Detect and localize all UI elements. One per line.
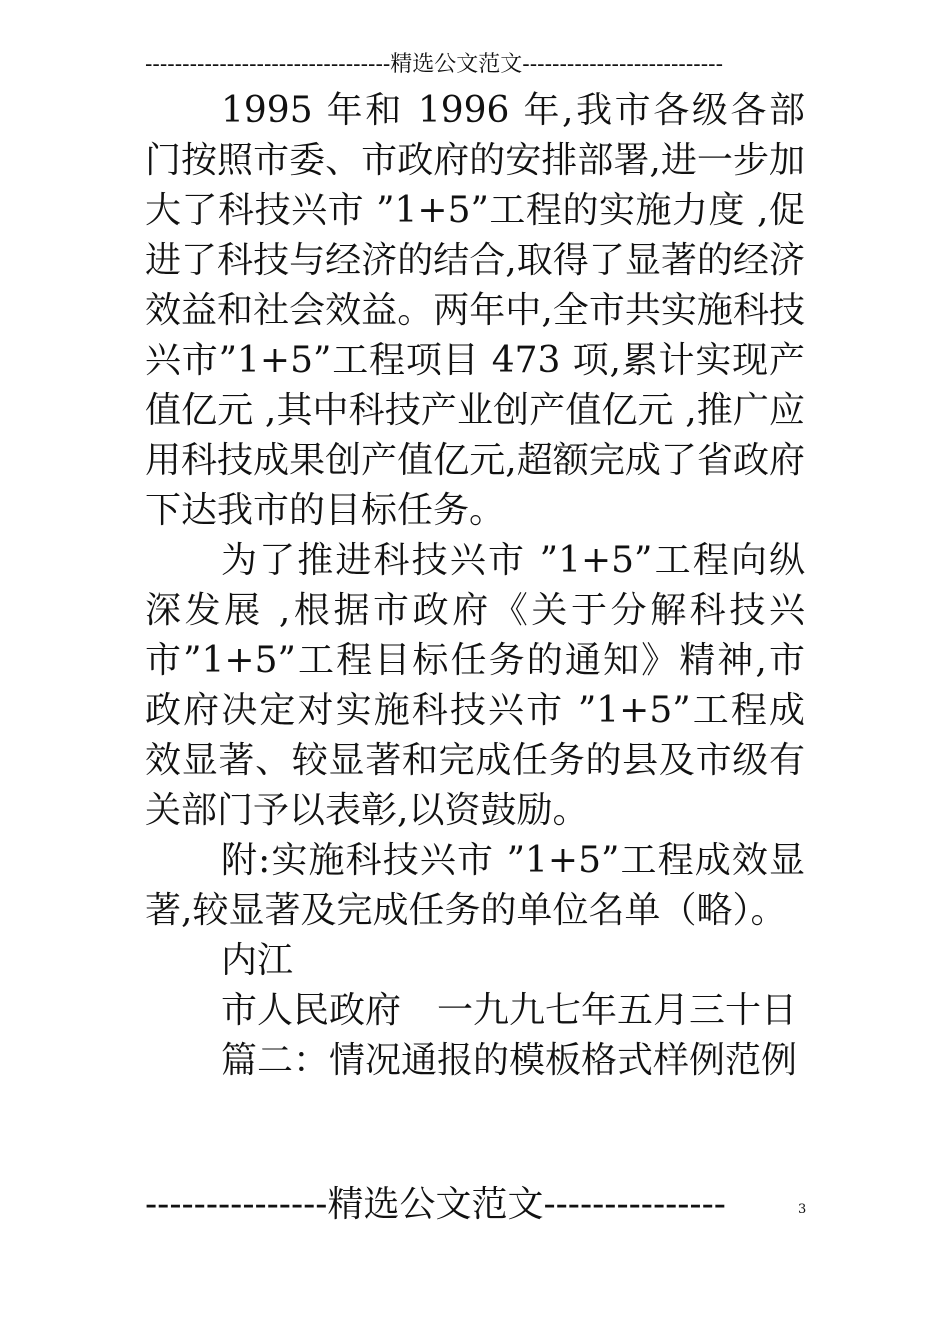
- page-number: 3: [798, 1202, 807, 1217]
- signature-org-date: 市人民政府 一九九七年五月三十日: [221, 990, 798, 1031]
- paragraph-commendation: 为了推进科技兴市 ”1+5”工程向纵深发展 ,根据市政府《关于分解科技兴市”1+5”工程目标任务的通知》精神,市政府决定对实施科技兴市 ”1+5”工程成效显著、较显著和完成任务的县及市级有关部门予以表彰,以资鼓励。: [145, 540, 805, 831]
- page-footer: ---------------精选公文范文---------------: [145, 1184, 726, 1225]
- section-title: 篇二：情况通报的模板格式样例范例: [221, 1040, 798, 1081]
- signature-place: 内江: [221, 940, 294, 981]
- document-body: [145, 86, 805, 1086]
- paragraph-attachment: 附:实施科技兴市 ”1+5”工程成效显著,较显著及完成任务的单位名单（略）。: [145, 840, 805, 931]
- page-header: ---------------------------------精选公文范文---------------------------: [145, 52, 724, 77]
- paragraph-summary: 1995 年和 1996 年,我市各级各部门按照市委、市政府的安排部署,进一步加大了科技兴市 ”1+5”工程的实施力度 ,促进了科技与经济的结合,取得了显著的经济效益和社会效益。两年中,全市共实施科技兴市”1+5”工程项目 473 项,累计实现产值亿元 ,其中科技产业创产值亿元 ,推广应用科技成果创产值亿元,超额完成了省政府下达我市的目标任务。: [145, 90, 805, 531]
